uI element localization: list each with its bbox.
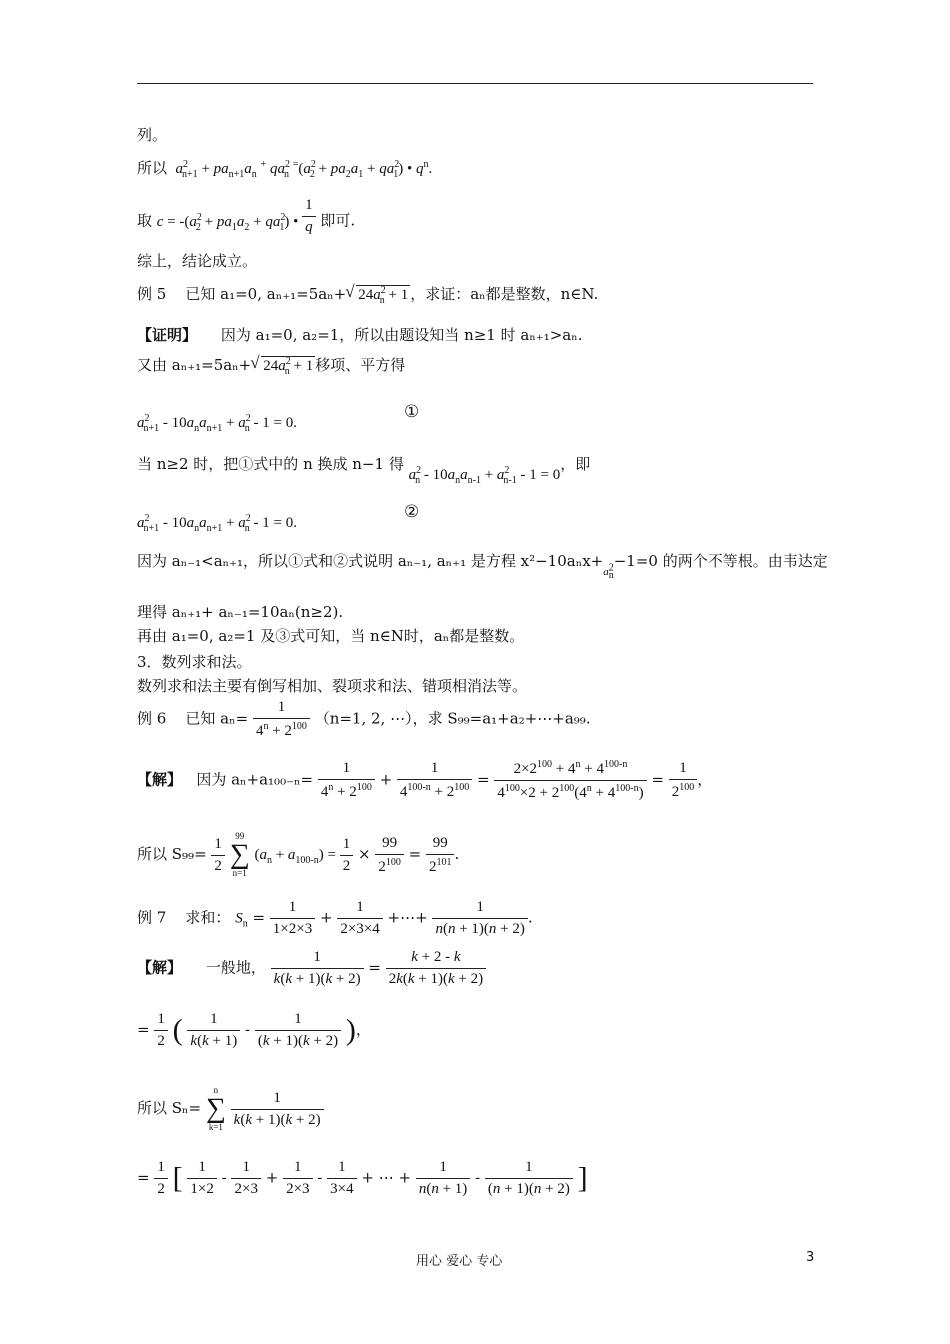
sum-7: 所以 Sₙ= n ∑ k=1 $\frac{1}{k(k + 1)(k + 2)}$ <box>137 1086 324 1132</box>
example-text: （n=1, 2, ⋯），求 S₉₉=a₁+a₂+⋯+a₉₉. <box>314 709 591 728</box>
proof-line <box>137 328 583 343</box>
example-7: 例 7 求和： $S_n$ = $\frac{1}{1\times 2\times 3}$ + $\frac{1}{2\times 3\times 4}$ +⋯+ $\frac{1}{n(n + 1)(n + 2)}$ . <box>137 899 533 937</box>
section-heading: 3．数列求和法。 <box>137 653 252 671</box>
text-b: −1=0 的两个不等根。由韦达定 <box>613 552 828 570</box>
example-label: 例 5 <box>137 285 167 303</box>
example-text: 已知 aₙ= <box>185 709 249 728</box>
text-line: 因为 aₙ₋₁<aₙ₊₁，所以①式和②式说明 aₙ₋₁, aₙ₊₁ 是方程 $x^2-10a_nx+_{a^2_n}-1=0$ 的两个不等根。由韦达定 <box>137 552 828 582</box>
text-line: 列。 <box>137 126 168 144</box>
example-text: ，求证：aₙ都是整数，n∈N. <box>410 285 599 303</box>
equation-marker: ② <box>404 502 420 522</box>
proof-label: 【证明】 <box>137 326 198 344</box>
solution-label: 【解】 <box>137 770 183 789</box>
equation-line: 取 $c = -(a^2_2 + pa_1a_2 + qa^2_1)$ • $\frac{1}{q}$ 即可. <box>137 197 356 235</box>
text-prefix: 所以 Sₙ= <box>137 1099 202 1117</box>
text-a: 当 n≥2 时，把①式中的 n 换成 n−1 得 <box>137 455 404 473</box>
example-label: 例 7 <box>137 908 167 927</box>
equation-line: 所以 $a^2_{n+1} + pa_{n+1}a_n$ + $qa^2_n$ $^=(a^2_2 + pa_2a_1 + qa^2_1)$ • $q^n$. <box>137 159 433 180</box>
example-5: 例 5 已知 a₁=0, aₙ₊₁=5aₙ+√ $24a^2_n + 1$ ，求证：aₙ都是整数，n∈N. <box>137 285 598 306</box>
equation-line: = $\frac{1}{2}$ [ $\frac{1}{1\times 2}$ - $\frac{1}{2\times 3}$ + $\frac{1}{2\times 3}$ - $\frac{1}{3\times 4}$ + ⋯ + $\frac{1}{n(n + 1)}$ - $\frac{1}{(n + 1)(n + 2)}$ ] <box>137 1159 588 1197</box>
solution-6: 【解】 因为 aₙ+a₁₀₀₋ₙ= $\frac{1}{4^n + 2^{100}}$ + $\frac{1}{4^{100-n} + 2^{100}}$ = $\frac{2\times 2^{100} + 4^n + 4^{100-n}}{4^{100}\times 2 + 2^{100}(4^n + 4^{100-n})}$ = $\frac{1}{2^{100}}$ ， <box>137 759 713 801</box>
page-number: 3 <box>806 1250 815 1265</box>
text-line: 又由 aₙ₊₁=5aₙ+√ $24a^2_n + 1$ 移项、平方得 <box>137 356 405 377</box>
text-a: 因为 aₙ₋₁<aₙ₊₁，所以①式和②式说明 aₙ₋₁, aₙ₊₁ 是方程 x²−10aₙx+ <box>137 552 604 570</box>
example-6: 例 6 已知 aₙ= $\frac{1}{4^n + 2^{100}}$ （n=1, 2, ⋯），求 S₉₉=a₁+a₂+⋯+a₉₉. <box>137 699 591 739</box>
text-line: 综上，结论成立。 <box>137 252 258 270</box>
text-line: 理得 aₙ₊₁+ aₙ₋₁=10aₙ(n≥2). <box>137 603 344 621</box>
solution-text: 因为 aₙ+a₁₀₀₋ₙ= <box>196 770 314 789</box>
text-b: 移项、平方得 <box>315 356 406 374</box>
example-label: 例 6 <box>137 709 167 728</box>
text-prefix: 所以 <box>137 159 168 177</box>
text-line: 当 n≥2 时，把①式中的 n 换成 n−1 得 $a^2_n - 10a_na_{n-1} + a^2_{n-1} - 1 = 0$，即 <box>137 455 591 486</box>
solution-7: 【解】 一般地， $\frac{1}{k(k + 1)(k + 2)}$ = $\frac{k + 2 - k}{2k(k + 1)(k + 2)}$ <box>137 950 486 987</box>
text-prefix: 取 <box>137 211 153 230</box>
text-a: 又由 aₙ₊₁=5aₙ+ <box>137 356 252 374</box>
text-line: 数列求和法主要有倒写相加、裂项求和法、错项相消法等。 <box>137 677 528 695</box>
text-b: ，即 <box>560 455 591 473</box>
sum-6: 所以 S₉₉= $\frac{1}{2}$ 99 ∑ n=1 $(a_n + a_{100-n})$ = $\frac{1}{2}$ × $\frac{99}{2^{100}}$ = $\frac{99}{2^{101}}$ . <box>137 831 460 878</box>
example-text: 已知 a₁=0, aₙ₊₁=5aₙ+ <box>185 285 347 303</box>
equation-marker: ① <box>404 402 420 422</box>
equation-line: = $\frac{1}{2}$ ( $\frac{1}{k(k + 1)}$ - $\frac{1}{(k + 1)(k + 2)}$ )， <box>137 1011 371 1049</box>
equation-1: $a^2_{n+1} - 10a_na_{n+1} + a^2_n - 1 = 0$. <box>137 413 297 434</box>
text-prefix: 所以 S₉₉= <box>137 845 207 863</box>
example-text: 求和： <box>185 908 231 927</box>
text-line: 再由 a₁=0, a₂=1 及③式可知，当 n∈N时，aₙ都是整数。 <box>137 627 525 645</box>
footer-text: 用心 爱心 专心 <box>416 1254 503 1269</box>
equation-2: $a^2_{n+1} - 10a_na_{n+1} + a^2_n - 1 = 0$. <box>137 513 297 534</box>
header-rule <box>137 83 813 84</box>
proof-text: 因为 a₁=0, a₂=1，所以由题设知当 n≥1 时 aₙ₊₁>aₙ. <box>220 326 583 344</box>
text-suffix: 即可. <box>320 211 356 230</box>
solution-text: 一般地， <box>205 958 266 977</box>
solution-label: 【解】 <box>137 958 183 977</box>
